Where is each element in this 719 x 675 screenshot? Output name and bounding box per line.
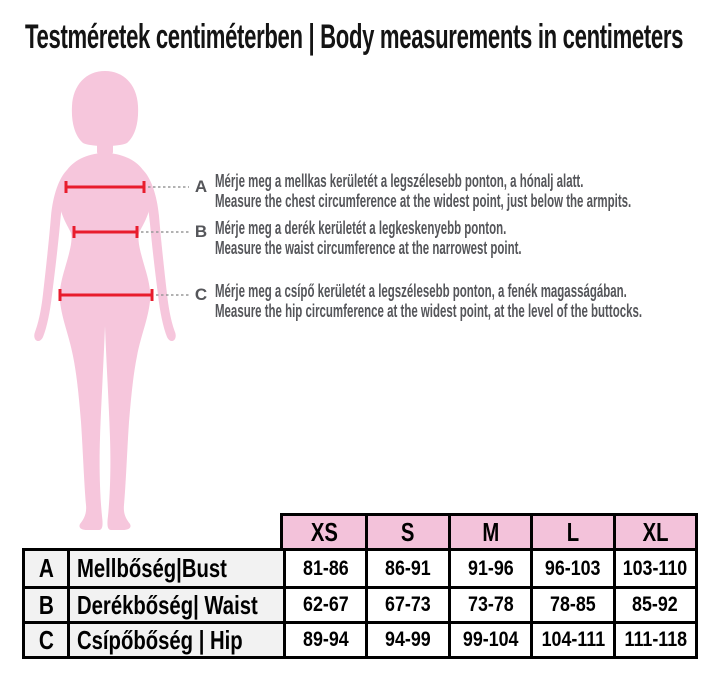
size-table-header-row <box>280 513 698 551</box>
range-value: 103-110 <box>623 556 688 580</box>
range-value: 91-96 <box>467 556 514 580</box>
size-header-label: L <box>566 516 580 547</box>
range-value: 99-104 <box>462 628 519 651</box>
measure-description-hip <box>215 281 642 321</box>
size-header-label: XS <box>310 516 338 547</box>
row-label-cell <box>67 551 283 586</box>
size-header-xl <box>613 516 695 548</box>
description-english: Measure the hip circumference at the widest point, at the level of the buttocks. <box>215 300 643 321</box>
row-label: Derékbőség| Waist <box>77 589 258 620</box>
row-label: Mellbőség|Bust <box>77 553 227 583</box>
value-cell <box>448 551 530 586</box>
row-label-cell <box>67 621 283 656</box>
size-header-m <box>448 516 530 548</box>
value-cell <box>530 621 612 656</box>
value-cell <box>613 551 695 586</box>
value-cell <box>613 586 695 621</box>
value-cell <box>283 551 365 586</box>
size-header-label: S <box>401 516 415 547</box>
row-label-cell <box>67 586 283 621</box>
description-english: Measure the chest circumference at the widest point, just below the armpits. <box>215 190 632 211</box>
description-hungarian: Mérje meg a mellkas kerületét a legszélesebb ponton, a hónalj alatt. <box>215 170 584 191</box>
size-table <box>22 513 698 659</box>
description-hungarian: Mérje meg a csípő kerületét a legszélesebb ponton, a fenék magasságában. <box>215 280 627 301</box>
size-header-l <box>530 516 612 548</box>
range-value: 86-91 <box>385 556 431 580</box>
value-cell <box>530 586 612 621</box>
value-cell <box>365 551 447 586</box>
value-cell <box>365 586 447 621</box>
value-cell <box>283 586 365 621</box>
row-letter: B <box>38 589 54 620</box>
row-label: Csípőbőség | Hip <box>77 624 243 655</box>
description-english: Measure the waist circumference at the narrowest point. <box>215 237 522 258</box>
torso-legs-shape <box>59 153 151 530</box>
range-value: 62-67 <box>302 593 349 616</box>
size-header-label: M <box>482 516 499 547</box>
size-table-body <box>22 548 698 659</box>
range-value: 73-78 <box>467 593 514 616</box>
point-letter-waist: B <box>194 222 208 241</box>
range-value: 94-99 <box>385 628 431 651</box>
value-cell <box>530 551 612 586</box>
range-value: 81-86 <box>302 556 349 580</box>
point-letter-chest: A <box>194 177 208 196</box>
size-header-xs <box>283 516 365 548</box>
value-cell <box>283 621 365 656</box>
value-cell <box>365 621 447 656</box>
row-letter-cell <box>25 551 67 586</box>
row-letter: A <box>38 553 54 583</box>
range-value: 85-92 <box>632 593 679 616</box>
neck-shape <box>97 118 113 156</box>
range-value: 104-111 <box>541 628 605 651</box>
page-title: Testméretek centiméterben | Body measurements in centimeters <box>25 18 684 56</box>
row-letter-cell <box>25 621 67 656</box>
range-value: 89-94 <box>302 628 349 651</box>
range-value: 78-85 <box>550 593 596 616</box>
value-cell <box>613 621 695 656</box>
description-hungarian: Mérje meg a derék kerületét a legkeskenyebb ponton. <box>215 217 507 238</box>
size-header-label: XL <box>642 516 669 547</box>
range-value: 111-118 <box>624 628 687 651</box>
point-letter-hip: C <box>194 285 208 304</box>
value-cell <box>448 621 530 656</box>
size-header-s <box>365 516 447 548</box>
measure-description-waist <box>215 218 522 258</box>
row-letter: C <box>38 624 54 655</box>
range-value: 67-73 <box>385 593 431 616</box>
measure-description-chest <box>215 171 631 211</box>
range-value: 96-103 <box>545 556 601 580</box>
row-letter-cell <box>25 586 67 621</box>
value-cell <box>448 586 530 621</box>
